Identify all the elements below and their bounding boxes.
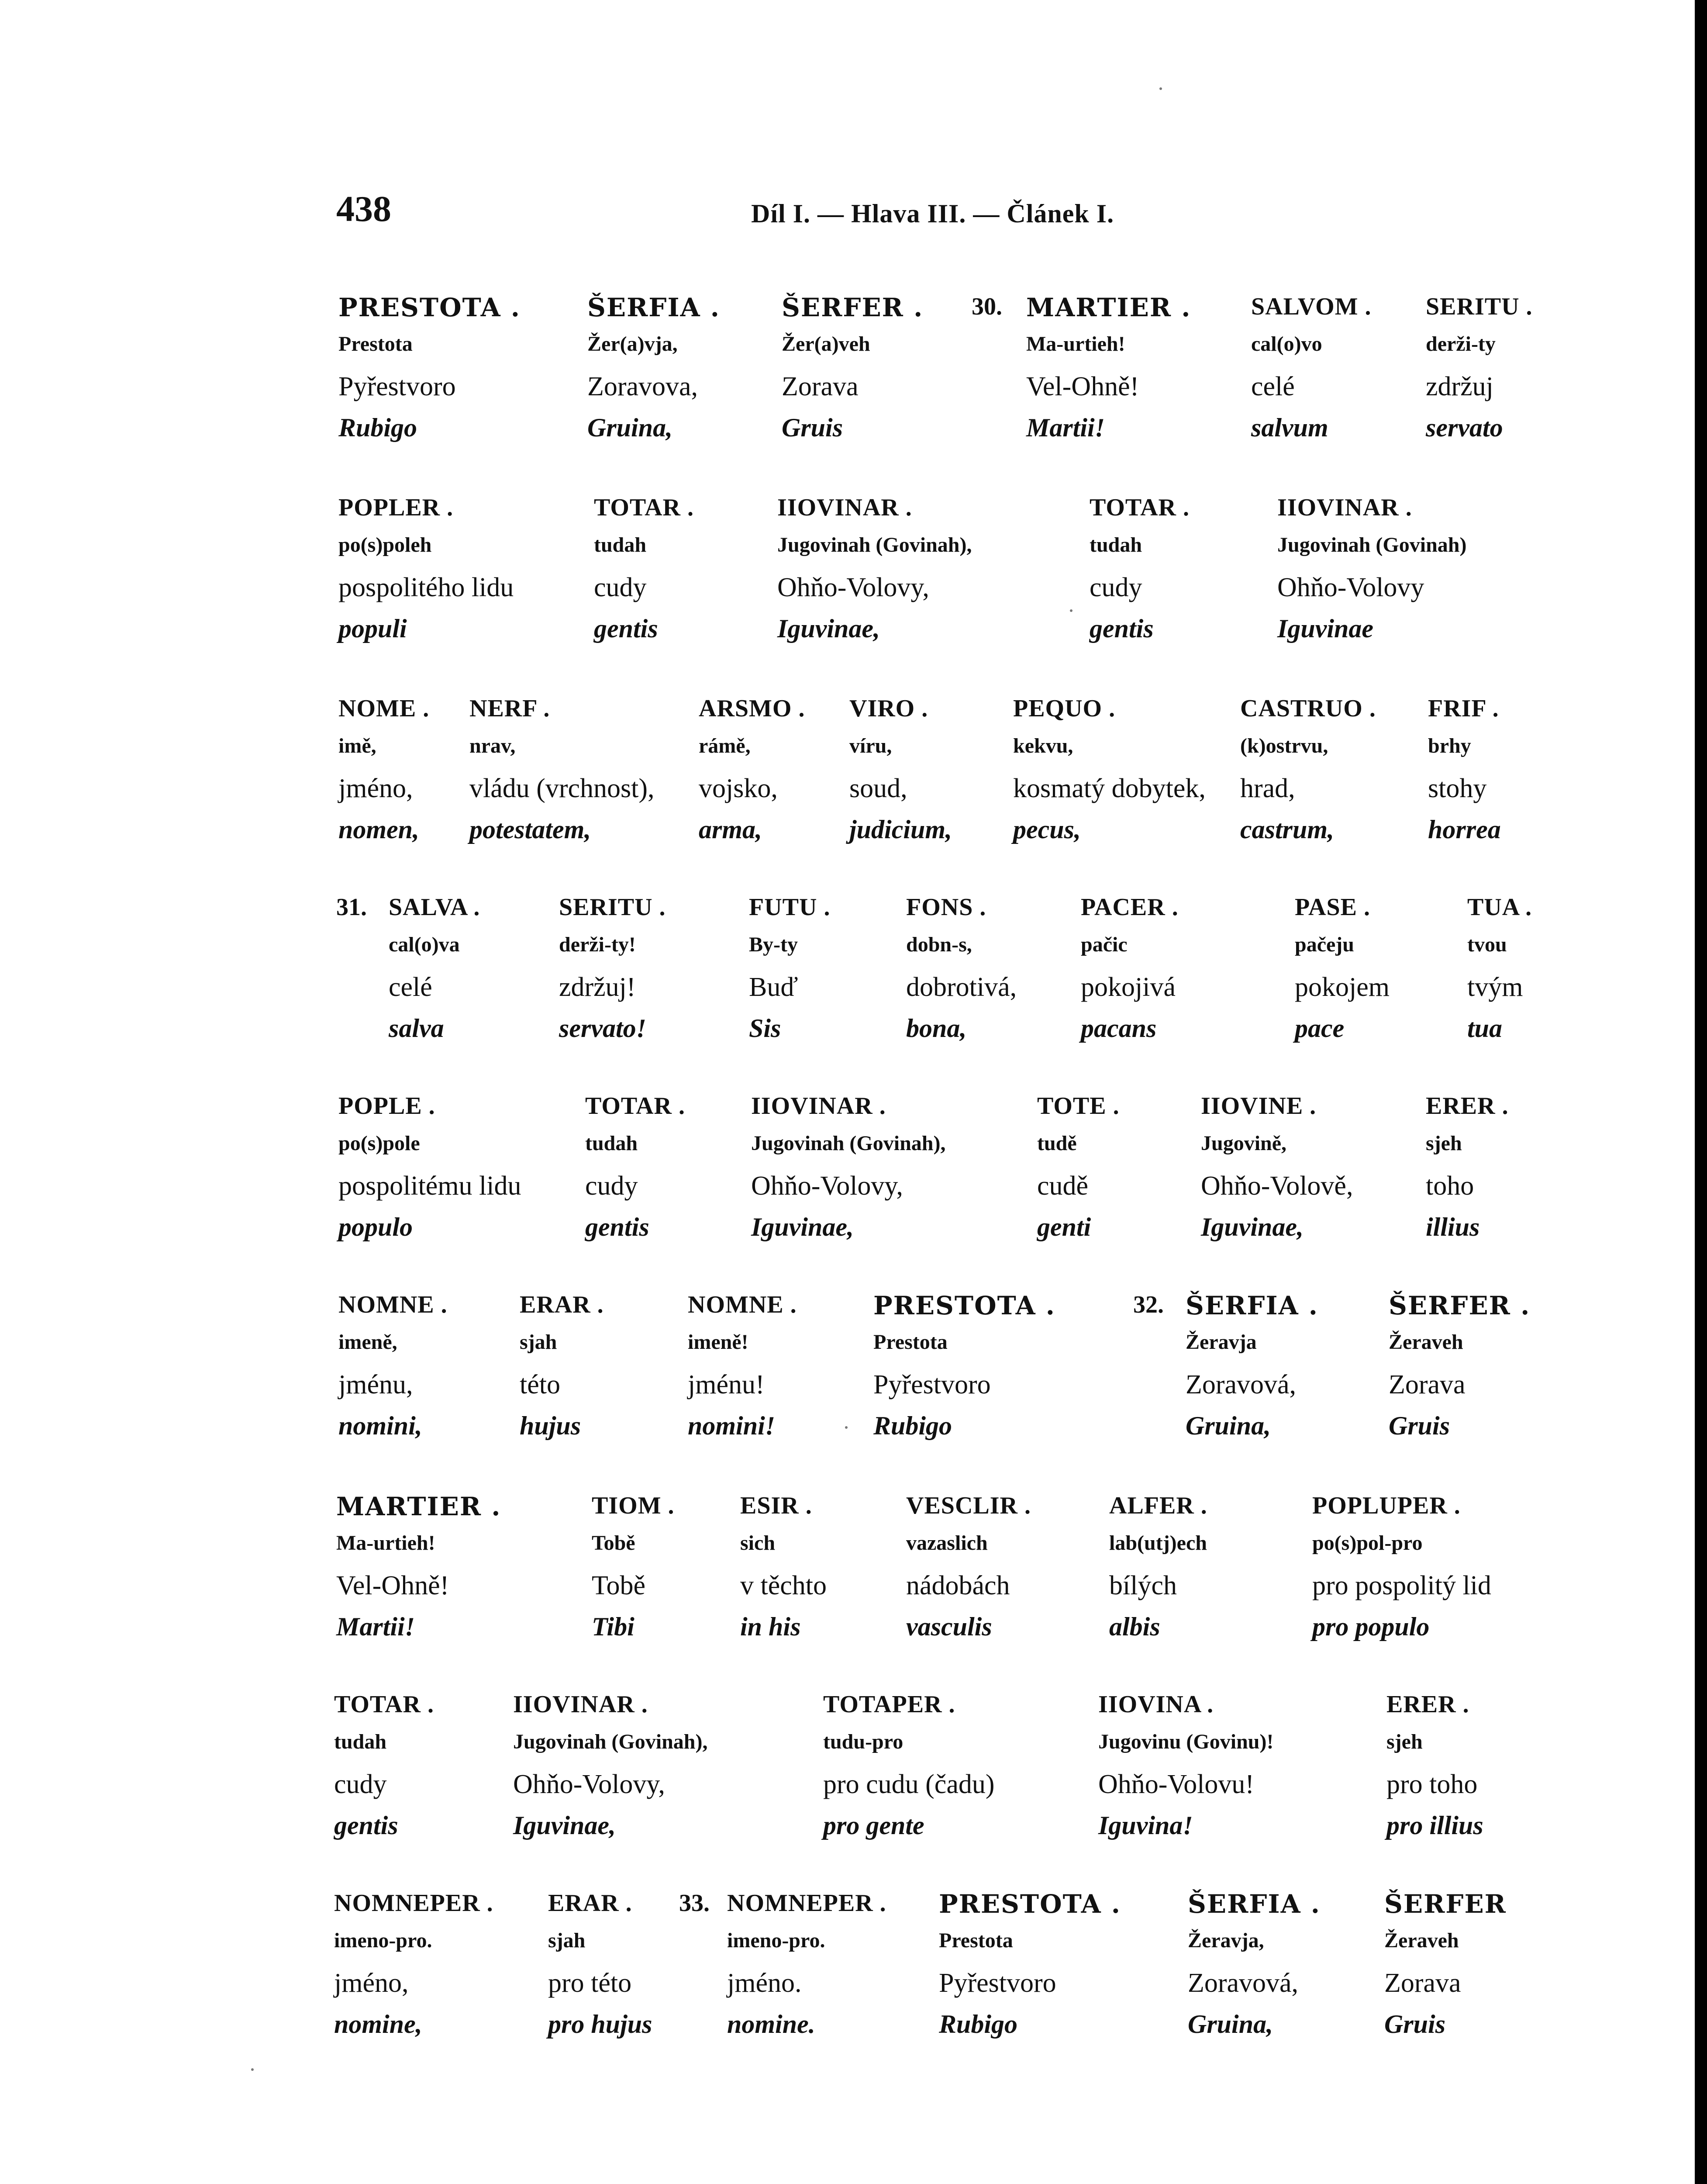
transliteration: tudah xyxy=(1090,533,1142,556)
umbrian-word: ARSMO . xyxy=(699,695,805,722)
transliteration: sjeh xyxy=(1386,1730,1423,1753)
transliteration: imeně! xyxy=(688,1330,748,1354)
czech-translation: Tobě xyxy=(592,1571,646,1600)
transliteration: Žer(a)veh xyxy=(782,332,870,356)
word-group-3 xyxy=(0,695,1659,878)
umbrian-word: TOTAPER . xyxy=(823,1691,955,1718)
czech-translation: Ohňo-Volovu! xyxy=(1098,1769,1255,1799)
czech-translation: Pyřestvoro xyxy=(338,372,456,401)
umbrian-word: ŠERFER . xyxy=(782,293,924,322)
latin-translation: vasculis xyxy=(906,1612,992,1641)
czech-translation: tvým xyxy=(1467,972,1523,1002)
transliteration: Žer(a)vja, xyxy=(587,332,678,356)
umbrian-word: FRIF . xyxy=(1428,695,1499,722)
latin-translation: pro hujus xyxy=(548,2010,652,2039)
umbrian-word: ERER . xyxy=(1426,1092,1509,1120)
latin-translation: gentis xyxy=(1090,614,1154,643)
czech-translation: Pyřestvoro xyxy=(873,1370,991,1400)
czech-translation: jméno, xyxy=(334,1968,409,1998)
print-speck xyxy=(1159,87,1162,90)
transliteration: Jugovinah (Govinah) xyxy=(1277,533,1467,556)
transliteration: Žeraveh xyxy=(1384,1929,1459,1952)
transliteration: po(s)pole xyxy=(338,1132,420,1155)
umbrian-word: FONS . xyxy=(906,894,986,921)
czech-translation: Ohňo-Volovy, xyxy=(513,1769,665,1799)
latin-translation: gentis xyxy=(585,1213,649,1241)
transliteration: po(s)pol-pro xyxy=(1312,1531,1423,1555)
czech-translation: zdržuj! xyxy=(559,972,636,1002)
transliteration: tudah xyxy=(585,1132,638,1155)
latin-translation: Iguvina! xyxy=(1098,1811,1193,1840)
czech-translation: cudy xyxy=(585,1171,638,1201)
czech-translation: vojsko, xyxy=(699,774,778,803)
transliteration: dobn-s, xyxy=(906,933,972,956)
czech-translation: stohy xyxy=(1428,774,1487,803)
umbrian-word: PRESTOTA . xyxy=(939,1889,1121,1919)
transliteration: Ma-urtieh! xyxy=(336,1531,435,1555)
czech-translation: celé xyxy=(389,972,432,1002)
transliteration: víru, xyxy=(849,734,892,757)
czech-translation: Buď xyxy=(749,972,798,1002)
latin-translation: populo xyxy=(338,1213,413,1241)
umbrian-word: NERF . xyxy=(469,695,550,722)
print-speck xyxy=(845,1426,848,1429)
latin-translation: pro populo xyxy=(1312,1612,1430,1641)
running-header: Díl I. — Hlava III. — Článek I. xyxy=(751,199,1114,228)
transliteration: Jugovinah (Govinah), xyxy=(777,533,972,556)
transliteration: kekvu, xyxy=(1013,734,1073,757)
czech-translation: Ohňo-Volovy, xyxy=(777,573,929,602)
czech-translation: cudy xyxy=(594,573,647,602)
umbrian-word: ŠERFIA . xyxy=(1186,1291,1318,1320)
transliteration: derži-ty! xyxy=(559,933,636,956)
print-speck xyxy=(251,2068,254,2071)
word-group-5 xyxy=(0,1092,1659,1275)
latin-translation: nomini! xyxy=(688,1411,776,1440)
latin-translation: nomini, xyxy=(338,1411,422,1440)
word-group-9 xyxy=(0,1889,1659,2073)
transliteration: cal(o)va xyxy=(389,933,460,956)
umbrian-word: SALVOM . xyxy=(1251,293,1372,320)
transliteration: tudah xyxy=(594,533,647,556)
czech-translation: toho xyxy=(1426,1171,1474,1201)
latin-translation: tua xyxy=(1467,1014,1503,1043)
transliteration: vazaslich xyxy=(906,1531,988,1555)
transliteration: imě, xyxy=(338,734,376,757)
transliteration: Jugovinah (Govinah), xyxy=(513,1730,708,1753)
latin-translation: Rubigo xyxy=(939,2010,1018,2039)
czech-translation: v těchto xyxy=(740,1571,827,1600)
latin-translation: potestatem, xyxy=(469,815,591,844)
transliteration: tvou xyxy=(1467,933,1507,956)
transliteration: Žeravja xyxy=(1186,1330,1257,1354)
umbrian-word: NOMNEPER . xyxy=(727,1890,886,1917)
umbrian-word: ŠERFER xyxy=(1384,1889,1507,1919)
umbrian-word: PASE . xyxy=(1295,894,1370,921)
transliteration: (k)ostrvu, xyxy=(1240,734,1328,757)
umbrian-word: SERITU . xyxy=(559,894,666,921)
transliteration: brhy xyxy=(1428,734,1471,757)
czech-translation: cudy xyxy=(334,1769,387,1799)
transliteration: Prestota xyxy=(338,332,413,356)
latin-translation: horrea xyxy=(1428,815,1501,844)
latin-translation: Martii! xyxy=(1026,413,1105,442)
latin-translation: pace xyxy=(1295,1014,1345,1043)
umbrian-word: ŠERFIA . xyxy=(587,293,720,322)
czech-translation: Zoravová, xyxy=(1188,1968,1299,1998)
latin-translation: Gruina, xyxy=(1186,1411,1271,1440)
latin-translation: Iguvinae, xyxy=(777,614,880,643)
czech-translation: Zoravova, xyxy=(587,372,698,401)
umbrian-word: PEQUO . xyxy=(1013,695,1116,722)
czech-translation: Vel-Ohně! xyxy=(1026,372,1139,401)
transliteration: derži-ty xyxy=(1426,332,1496,356)
transliteration: pačeju xyxy=(1295,933,1354,956)
czech-translation: cudy xyxy=(1090,573,1142,602)
transliteration: sjah xyxy=(548,1929,586,1952)
umbrian-word: TOTAR . xyxy=(585,1092,685,1120)
page-number: 438 xyxy=(336,189,391,229)
czech-translation: pokojivá xyxy=(1081,972,1176,1002)
transliteration: lab(utj)ech xyxy=(1109,1531,1207,1555)
latin-translation: Iguvinae, xyxy=(751,1213,854,1241)
latin-translation: nomine, xyxy=(334,2010,422,2039)
latin-translation: Rubigo xyxy=(338,413,417,442)
umbrian-word: POPLUPER . xyxy=(1312,1492,1461,1519)
czech-translation: jménu, xyxy=(338,1370,413,1400)
transliteration: Jugovinah (Govinah), xyxy=(751,1132,946,1155)
czech-translation: pokojem xyxy=(1295,972,1390,1002)
transliteration: cal(o)vo xyxy=(1251,332,1322,356)
transliteration: Tobě xyxy=(592,1531,635,1555)
verse-number: 33. xyxy=(679,1890,710,1917)
umbrian-word: TOTE . xyxy=(1037,1092,1120,1120)
latin-translation: pecus, xyxy=(1013,815,1081,844)
transliteration: sich xyxy=(740,1531,776,1555)
czech-translation: kosmatý dobytek, xyxy=(1013,774,1206,803)
latin-translation: pro illius xyxy=(1386,1811,1483,1840)
umbrian-word: SALVA . xyxy=(389,894,480,921)
umbrian-word: PRESTOTA . xyxy=(338,293,521,322)
latin-translation: servato xyxy=(1426,413,1503,442)
umbrian-word: NOMNE . xyxy=(688,1291,797,1318)
czech-translation: Zorava xyxy=(782,372,859,401)
umbrian-word: MARTIER . xyxy=(336,1492,501,1521)
latin-translation: judicium, xyxy=(849,815,952,844)
czech-translation: pro toho xyxy=(1386,1769,1478,1799)
latin-translation: pro gente xyxy=(823,1811,924,1840)
transliteration: Jugovině, xyxy=(1201,1132,1287,1155)
umbrian-word: POPLER . xyxy=(338,494,454,521)
czech-translation: dobrotivá, xyxy=(906,972,1017,1002)
transliteration: sjah xyxy=(520,1330,557,1354)
czech-translation: jméno, xyxy=(338,774,413,803)
czech-translation: pro pospolitý lid xyxy=(1312,1571,1491,1600)
czech-translation: bílých xyxy=(1109,1571,1177,1600)
latin-translation: hujus xyxy=(520,1411,581,1440)
transliteration: imeno-pro. xyxy=(334,1929,432,1952)
verse-number: 31. xyxy=(336,894,367,921)
latin-translation: Sis xyxy=(749,1014,781,1043)
czech-translation: jméno. xyxy=(727,1968,802,1998)
umbrian-word: MARTIER . xyxy=(1026,293,1191,322)
umbrian-word: ERER . xyxy=(1386,1691,1469,1718)
transliteration: Prestota xyxy=(939,1929,1013,1952)
latin-translation: salva xyxy=(389,1014,444,1043)
latin-translation: Tibi xyxy=(592,1612,635,1641)
umbrian-word: TOTAR . xyxy=(1090,494,1190,521)
czech-translation: vládu (vrchnost), xyxy=(469,774,655,803)
word-group-6 xyxy=(0,1291,1659,1474)
latin-translation: Martii! xyxy=(336,1612,415,1641)
umbrian-word: VIRO . xyxy=(849,695,928,722)
latin-translation: albis xyxy=(1109,1612,1160,1641)
latin-translation: gentis xyxy=(594,614,658,643)
transliteration: Prestota xyxy=(873,1330,948,1354)
umbrian-word: SERITU . xyxy=(1426,293,1533,320)
umbrian-word: IIOVINA . xyxy=(1098,1691,1214,1718)
umbrian-word: PRESTOTA . xyxy=(873,1291,1055,1320)
czech-translation: Zorava xyxy=(1384,1968,1461,1998)
word-group-8 xyxy=(0,1690,1659,1874)
latin-translation: gentis xyxy=(334,1811,398,1840)
transliteration: po(s)poleh xyxy=(338,533,432,556)
umbrian-word: NOME . xyxy=(338,695,430,722)
word-group-2 xyxy=(0,494,1659,677)
umbrian-word: ESIR . xyxy=(740,1492,812,1519)
umbrian-word: PACER . xyxy=(1081,894,1179,921)
latin-translation: nomine. xyxy=(727,2010,815,2039)
umbrian-word: ERAR . xyxy=(520,1291,604,1318)
latin-translation: Iguvinae, xyxy=(513,1811,616,1840)
latin-translation: nomen, xyxy=(338,815,420,844)
latin-translation: Gruis xyxy=(1389,1411,1450,1440)
czech-translation: Ohňo-Volově, xyxy=(1201,1171,1353,1201)
umbrian-word: TOTAR . xyxy=(334,1691,434,1718)
umbrian-word: ERAR . xyxy=(548,1890,632,1917)
transliteration: Žeravja, xyxy=(1188,1929,1264,1952)
latin-translation: populi xyxy=(338,614,407,643)
latin-translation: Gruis xyxy=(1384,2010,1446,2039)
czech-translation: pro této xyxy=(548,1968,632,1998)
czech-translation: této xyxy=(520,1370,560,1400)
czech-translation: pospolitému lidu xyxy=(338,1171,521,1201)
czech-translation: Ohňo-Volovy, xyxy=(751,1171,903,1201)
umbrian-word: IIOVINAR . xyxy=(751,1092,886,1120)
latin-translation: Gruis xyxy=(782,413,843,442)
umbrian-word: IIOVINE . xyxy=(1201,1092,1317,1120)
transliteration: rámě, xyxy=(699,734,751,757)
umbrian-word: TIOM . xyxy=(592,1492,675,1519)
latin-translation: illius xyxy=(1426,1213,1480,1241)
transliteration: Žeraveh xyxy=(1389,1330,1463,1354)
czech-translation: Pyřestvoro xyxy=(939,1968,1056,1998)
czech-translation: cudě xyxy=(1037,1171,1089,1201)
umbrian-word: CASTRUO . xyxy=(1240,695,1376,722)
umbrian-word: VESCLIR . xyxy=(906,1492,1031,1519)
umbrian-word: NOMNE . xyxy=(338,1291,448,1318)
czech-translation: pro cudu (čadu) xyxy=(823,1769,995,1799)
latin-translation: salvum xyxy=(1251,413,1328,442)
latin-translation: Gruina, xyxy=(587,413,673,442)
latin-translation: servato! xyxy=(559,1014,646,1043)
latin-translation: Iguvinae xyxy=(1277,614,1374,643)
transliteration: tudě xyxy=(1037,1132,1077,1155)
latin-translation: bona, xyxy=(906,1014,967,1043)
latin-translation: Rubigo xyxy=(873,1411,952,1440)
verse-number: 32. xyxy=(1133,1291,1164,1318)
czech-translation: Ohňo-Volovy xyxy=(1277,573,1424,602)
page-edge-border xyxy=(1695,0,1707,2184)
latin-translation: genti xyxy=(1037,1213,1091,1241)
umbrian-word: TUA . xyxy=(1467,894,1532,921)
transliteration: By-ty xyxy=(749,933,798,956)
latin-translation: arma, xyxy=(699,815,762,844)
latin-translation: in his xyxy=(740,1612,801,1641)
transliteration: tudah xyxy=(334,1730,387,1753)
umbrian-word: IIOVINAR . xyxy=(777,494,912,521)
print-speck xyxy=(1070,609,1072,612)
czech-translation: Zorava xyxy=(1389,1370,1466,1400)
transliteration: imeno-pro. xyxy=(727,1929,825,1952)
czech-translation: pospolitého lidu xyxy=(338,573,514,602)
czech-translation: nádobách xyxy=(906,1571,1010,1600)
transliteration: Jugovinu (Govinu)! xyxy=(1098,1730,1274,1753)
umbrian-word: FUTU . xyxy=(749,894,831,921)
umbrian-word: POPLE . xyxy=(338,1092,435,1120)
czech-translation: celé xyxy=(1251,372,1295,401)
czech-translation: Vel-Ohně! xyxy=(336,1571,449,1600)
latin-translation: Iguvinae, xyxy=(1201,1213,1304,1241)
umbrian-word: IIOVINAR . xyxy=(513,1691,648,1718)
transliteration: tudu-pro xyxy=(823,1730,904,1753)
czech-translation: zdržuj xyxy=(1426,372,1493,401)
word-group-4 xyxy=(0,893,1659,1077)
umbrian-word: IIOVINAR . xyxy=(1277,494,1412,521)
transliteration: imeně, xyxy=(338,1330,397,1354)
czech-translation: Zoravová, xyxy=(1186,1370,1297,1400)
latin-translation: Gruina, xyxy=(1188,2010,1273,2039)
transliteration: pačic xyxy=(1081,933,1128,956)
transliteration: nrav, xyxy=(469,734,516,757)
verse-number: 30. xyxy=(972,293,1002,320)
transliteration: Ma-urtieh! xyxy=(1026,332,1125,356)
transliteration: sjeh xyxy=(1426,1132,1462,1155)
umbrian-word: ŠERFER . xyxy=(1389,1291,1531,1320)
czech-translation: hrad, xyxy=(1240,774,1295,803)
umbrian-word: NOMNEPER . xyxy=(334,1890,493,1917)
latin-translation: pacans xyxy=(1081,1014,1157,1043)
czech-translation: jménu! xyxy=(688,1370,765,1400)
umbrian-word: ŠERFIA . xyxy=(1188,1889,1321,1919)
word-group-7 xyxy=(0,1492,1659,1675)
umbrian-word: TOTAR . xyxy=(594,494,694,521)
word-group-1 xyxy=(0,293,1659,476)
latin-translation: castrum, xyxy=(1240,815,1335,844)
czech-translation: soud, xyxy=(849,774,907,803)
umbrian-word: ALFER . xyxy=(1109,1492,1207,1519)
